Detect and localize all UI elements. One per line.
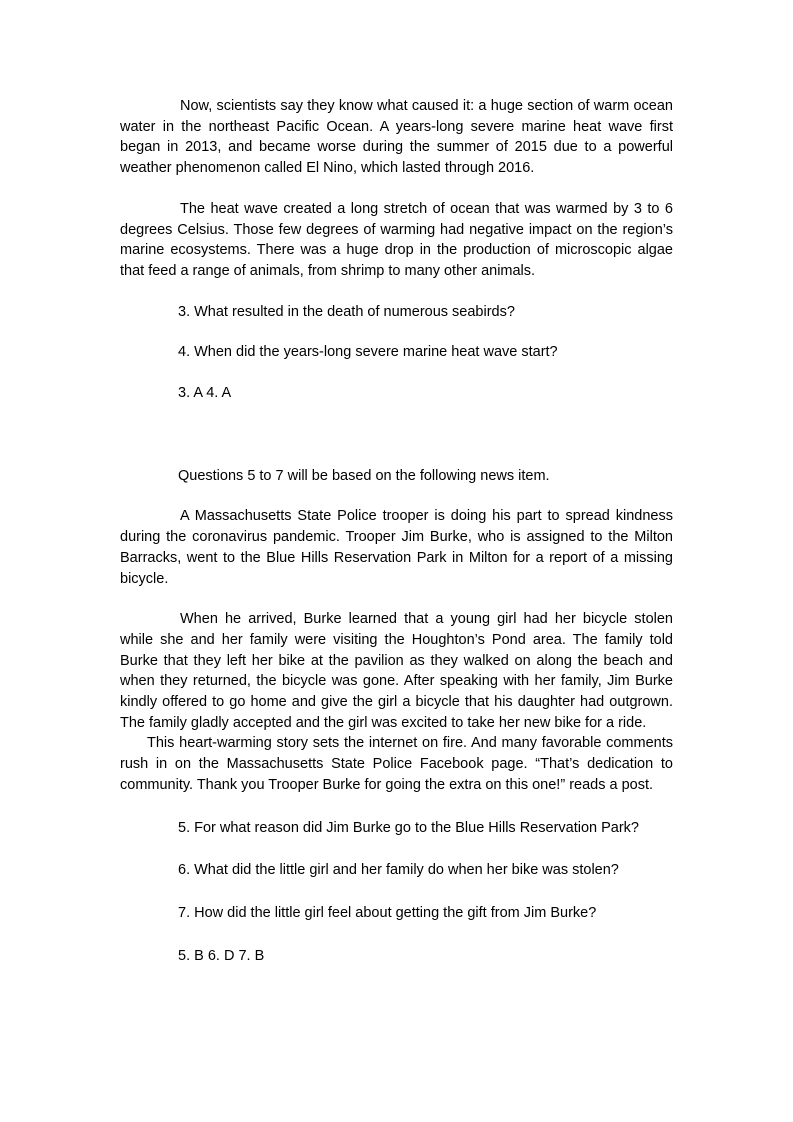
news-paragraph-3: This heart-warming story sets the internet on fire. And many favorable comments rush in on the Massachusetts State Police Facebook page. “That’s dedication to community. Thank you Trooper Burke for going the extra on this one!” reads a post.: [120, 735, 673, 793]
question-3: 3. What resulted in the death of numerous seabirds?: [178, 303, 515, 320]
news-paragraph-1: A Massachusetts State Police trooper is doing his part to spread kindness during the coronavirus pandemic. Trooper Jim Burke, who is assigned to the Milton Barracks, went to the Blue Hills Reservation Park in Milton for a report of a missing bicycle.: [120, 508, 673, 587]
document-page: [120, 96, 673, 966]
answers-5-7: 5. B 6. D 7. B: [178, 947, 265, 964]
question-7: 7. How did the little girl feel about getting the gift from Jim Burke?: [178, 904, 597, 921]
question-4: 4. When did the years-long severe marine heat wave start?: [178, 344, 558, 361]
news-paragraph-2: When he arrived, Burke learned that a young girl had her bicycle stolen while she and her family were visiting the Houghton’s Pond area. The family told Burke that they left her bike at the pavilion as they walked on along the beach and when they returned, the bicycle was gone. After speaking with her family, Jim Burke kindly offered to go home and give the girl a bicycle that his daughter had outgrown. The family gladly accepted and the girl was excited to take her new bike for a ride.: [120, 611, 673, 731]
question-5: 5. For what reason did Jim Burke go to the Blue Hills Reservation Park?: [178, 819, 639, 836]
question-6: 6. What did the little girl and her family do when her bike was stolen?: [178, 862, 619, 879]
section2-intro: Questions 5 to 7 will be based on the following news item.: [178, 467, 550, 484]
passage1-paragraph-1: Now, scientists say they know what caused it: a huge section of warm ocean water in the northeast Pacific Ocean. A years-long severe marine heat wave first began in 2013, and became worse during the summer of 2015 due to a powerful weather phenomenon called El Nino, which lasted through 2016.: [120, 98, 673, 177]
passage1-paragraph-2: The heat wave created a long stretch of ocean that was warmed by 3 to 6 degrees Celsius. Those few degrees of warming had negative impact on the region’s marine ecosystems. There was a huge drop in the production of microscopic algae that feed a range of animals, from shrimp to many other animals.: [120, 200, 673, 279]
answers-3-4: 3. A 4. A: [178, 385, 232, 402]
